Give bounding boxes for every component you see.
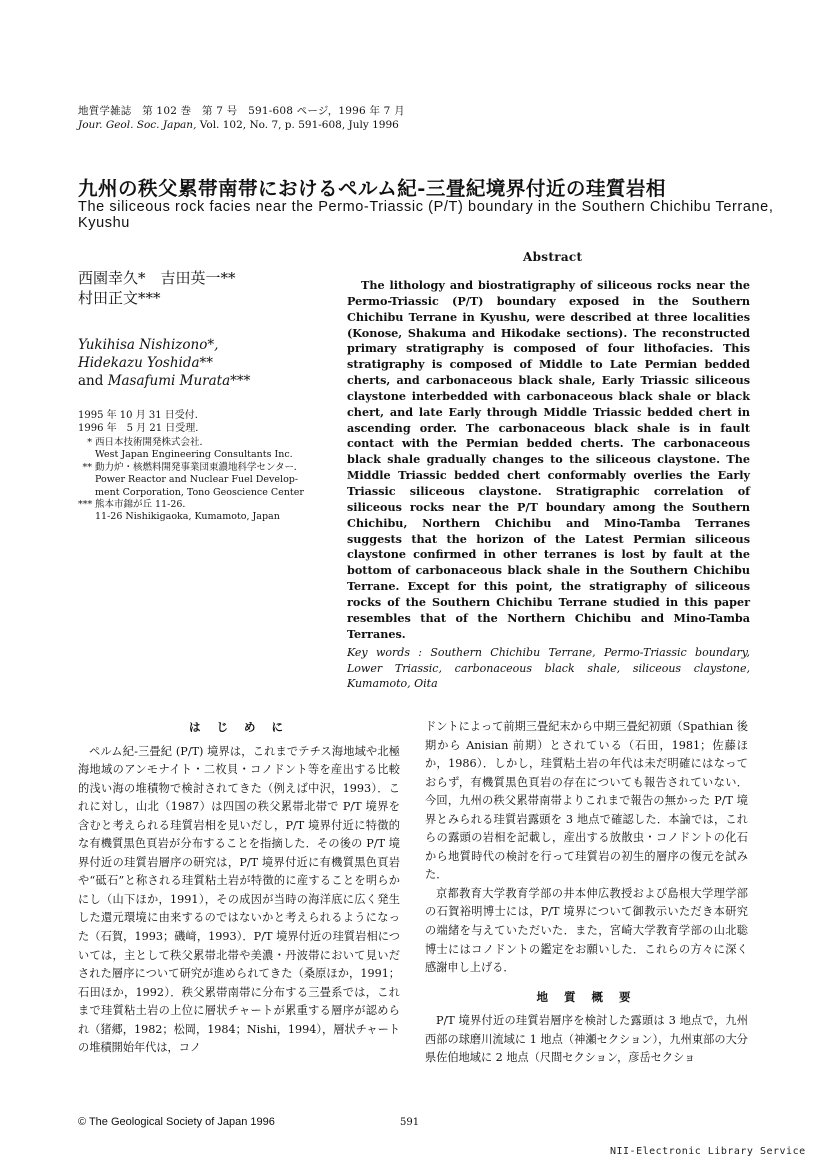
- date-accepted: 1996 年 5 月 21 日受理．: [78, 422, 206, 434]
- date-received: 1995 年 10 月 31 日受付．: [78, 410, 205, 421]
- author-en-3-row: [78, 372, 250, 390]
- intro-paragraph: ペルム紀-三畳紀 (P/T) 境界は，これまでテチス海地域や北極海地域のアンモナイト・二枚貝・コノドント等を産出する比較的浅い海の堆積物で検討されてきた（例えば中沢，1993）．これに対し，山北（1987）は四国の秩父累帯北帯で P/T 境界を含むと考えられる珪質岩相を見いだし，P/T 境界付近に特徴的な有機質黒色頁岩が分布することを指摘した．その後の P/T 境界付近の珪質岩層序の研究は，P/T 境界付近に有機質黒色頁岩や“砥石”と称される珪質粘土岩が特徴的に産することを明らかにし（山下ほか，1991），その成因が当時の海洋底に広く発生した還元環境に由来するのではないかと考えられるようになった（石賀，1993；磯﨑，1993）．P/T 境界付近の珪質岩相については，主として秩父累帯北帯や美濃・丹波帯において見いだされた層序について研究が進められてきた（桑原ほか，1991；石田ほか，1992）．秩父累帯南帯に分布する三畳系では，これまで珪質粘土岩の上位に層状チャートが累重する層序が認められ（猪郷，1982；松岡，1984；Nishi，1994），層状チャートの堆積開始年代は，コノ: [78, 744, 400, 1055]
- nii-watermark: NII-Electronic Library Service: [610, 1146, 806, 1157]
- author-and: and: [78, 373, 108, 389]
- journal-citation-en: [78, 119, 399, 131]
- geology-paragraph: P/T 境界付近の珪質岩層序を検討した露頭は 3 地点で，九州西部の球磨川流域に 1 地点（神瀬セクション），九州東部の大分県佐伯地域に 2 地点（尺間セクション，彦岳セクショ: [425, 1014, 748, 1065]
- body-right-column: [425, 718, 748, 1068]
- page-number: 591: [400, 1117, 420, 1128]
- journal-volume: Vol. 102, No. 7, p. 591-608, July 1996: [196, 119, 399, 131]
- title-japanese: 九州の秩父累帯南帯におけるペルム紀-三畳紀境界付近の珪質岩相: [78, 177, 666, 200]
- manuscript-dates: [78, 410, 328, 435]
- affiliations: [78, 437, 338, 524]
- acknowledgement-paragraph: 京都教育大学教育学部の井本伸広教授および島根大学理学部の石賀裕明博士には，P/T 境界について御教示いただき本研究の端緒を与えていただいた．また，宮崎大学教育学部の山北聡博士にはコノドントの鑑定をお願いした．これらの方々に深く感謝申し上げる．: [425, 886, 748, 975]
- intro-continued-paragraph: ドントによって前期三畳紀末から中期三畳紀初頭（Spathian 後期から Anisian 前期）とされている（石田，1981；佐藤ほか，1986）．しかし，珪質粘土岩の年代は未だ明確にはなっておらず，有機質黒色頁岩の存在についても報告されていない．今回，九州の秩父累帯南帯よりこれまで報告の無かった P/T 境界とみられる珪質岩露頭を 3 地点で確認した．本論では，これらの露頭の岩相を記載し，産出する放散虫・コノドントの化石から地質時代の検討を行って珪質岩の初生的層序の復元を試みた．: [425, 720, 748, 882]
- abstract-text: The lithology and biostratigraphy of siliceous rocks near the Permo-Triassic (P/T) boundary exposed in the Southern Chichibu Terrane in Kyushu, were described at three localities (Konose, Shakuma and Hikodake sections). The reconstructed primary stratigraphy is composed of four lithofacies. This stratigraphy is composed of Middle to Late Permian bedded cherts, and carbonaceous black shale, Early Triassic siliceous claystone interbedded with carbonaceous black shale or black chert, and late Early through Middle Triassic bedded chert in ascending order. The carbonaceous black shale is in fault contact with the Permian bedded cherts. The carbonaceous black shale gradually changes to the siliceous claystone. The Middle Triassic bedded chert conformably overlies the Early Triassic siliceous claystone. Stratigraphic correlation of siliceous rocks near the P/T boundary among the Southern Chichibu, Northern Chichibu and Mino-Tamba Terranes suggests that the horizon of the Latest Permian siliceous claystone confirmed in other terranes is lost by fault at the bottom of carbonaceous black shale in the Southern Chichibu Terrane. Except for this point, the stratigraphy of siliceous rocks of the Southern Chichibu Terrane studied in this paper resembles that of the Northern Chichibu and Mino-Tamba Terranes.: [347, 278, 750, 641]
- author-en-1: Yukihisa Nishizono*,: [78, 337, 219, 353]
- affiliation-mark: **: [82, 461, 92, 473]
- authors-jp-line2: 村田正文***: [78, 289, 161, 307]
- title-english: The siliceous rock facies near the Permo-Triassic (P/T) boundary in the Southern Chichibu Terrane, Kyushu: [78, 199, 774, 231]
- affiliation-line: Power Reactor and Nuclear Fuel Develop-: [95, 474, 299, 486]
- copyright-notice: © The Geological Society of Japan 1996: [78, 1116, 275, 1128]
- authors-jp-line1: 西園幸久* 吉田英一**: [78, 269, 236, 287]
- authors-japanese: [78, 268, 236, 308]
- affiliation-mark: *: [87, 437, 92, 448]
- section-heading-geology: 地 質 概 要: [536, 989, 637, 1004]
- abstract-heading: Abstract: [523, 250, 583, 264]
- affiliation-line: ment Corporation, Tono Geoscience Center: [95, 486, 304, 498]
- affiliation-line: 西日本技術開発株式会社．: [95, 437, 210, 448]
- keywords: Key words : Southern Chichibu Terrane, Permo-Triassic boundary, Lower Triassic, carbonaceous black shale, siliceous claystone, Kumamoto, Oita: [347, 646, 750, 690]
- affiliation-3: [78, 499, 338, 524]
- journal-citation-jp: 地質学雑誌 第 102 巻 第 7 号 591-608 ページ，1996 年 7 月: [78, 105, 405, 117]
- body-left-column: [78, 718, 400, 1058]
- author-en-3: Masafumi Murata***: [107, 373, 251, 389]
- affiliation-mark: ***: [78, 499, 93, 511]
- author-en-2: Hidekazu Yoshida**: [78, 355, 214, 371]
- affiliation-line: 熊本市錦が丘 11-26．: [95, 499, 192, 511]
- affiliation-line: West Japan Engineering Consultants Inc.: [95, 449, 293, 461]
- authors-english: [78, 336, 250, 390]
- affiliation-1: [78, 437, 338, 462]
- journal-name: Jour. Geol. Soc. Japan,: [78, 119, 197, 131]
- affiliation-line: 動力炉・核燃料開発事業団東濃地科学センター．: [95, 461, 304, 473]
- section-heading-intro: は じ め に: [188, 720, 289, 734]
- affiliation-line: 11-26 Nishikigaoka, Kumamoto, Japan: [95, 511, 280, 523]
- affiliation-2: [78, 462, 338, 499]
